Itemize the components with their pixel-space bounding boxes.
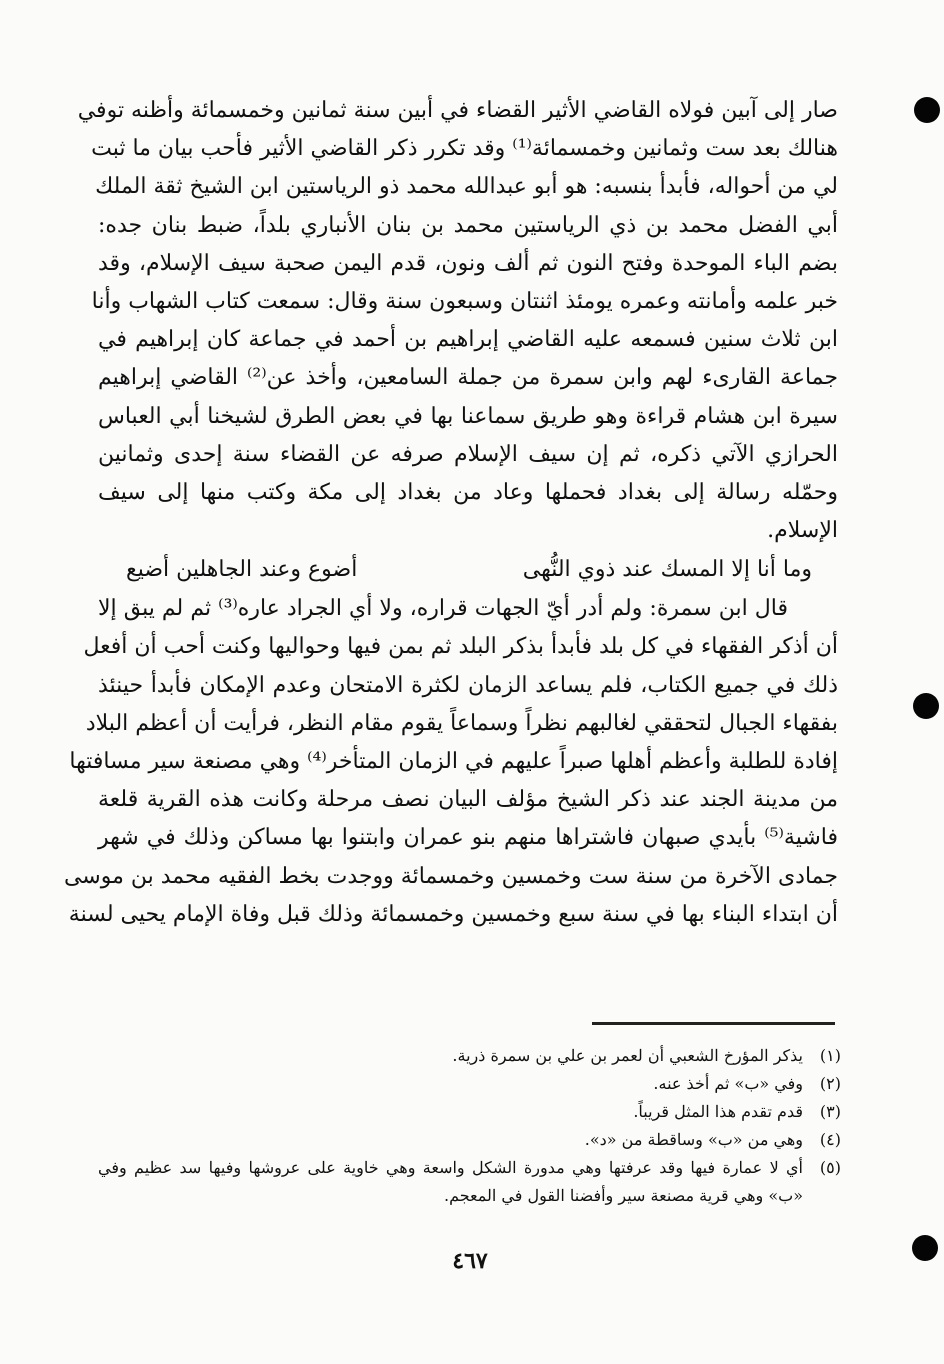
footnote-text: وفي «ب» ثم أخذ عنه. [653, 1074, 803, 1093]
footnote [98, 1154, 841, 1182]
body-line: ابن ثلاث سنين فسمعه عليه القاضي إبراهيم بن أحمد في جماعة كان إبراهيم في [98, 327, 838, 353]
body-line: جماعة القارىء لهم وابن سمرة من جملة السامعين، وأخذ عن⁽²⁾ القاضي إبراهيم [98, 365, 838, 391]
body-line: بفقهاء الجبال لتحققي لغالبهم نظراً وسماعاً يقوم مقام النظر، فرأيت أن أعظم البلاد [85, 710, 838, 736]
footnote-text: أي لا عمارة فيها وقد عرفتها وهي مدورة الشكل واسعة وهي خاوية على عروشها وفيها سد عظيم وفي [98, 1158, 803, 1177]
footnote-continuation: «ب» وهي قرية مصنعة سير وأفضنا القول في المعجم. [443, 1186, 803, 1205]
footnote-number: (٢) [819, 1074, 841, 1093]
footnote-number: (٥) [819, 1158, 841, 1177]
footnote-text: قدم تقدم هذا المثل قريباً. [633, 1102, 803, 1121]
body-line: وحمّله رسالة إلى بغداد فحملها وعاد من بغداد إلى مكة وكتب منها إلى سيف [98, 479, 838, 505]
body-line: أن ابتداء البناء بها في سنة سبع وخمسين وخمسمائة وذلك قبل وفاة الإمام يحيى لسنة [68, 901, 838, 927]
poem-verse [98, 550, 838, 590]
body-line: خبر علمه وأمانته وعمره يومئذ اثنتان وسبعون سنة وقال: سمعت كتاب الشهاب وأنا [91, 288, 838, 314]
footnote-number: (٤) [819, 1130, 841, 1149]
verse-first-hemistich: وما أنا إلا المسك عند ذوي النُّهى [522, 557, 812, 583]
body-line: صار إلى آبين فولاه القاضي الأثير القضاء في أبين سنة ثمانين وخمسمائة وأظنه توفي [77, 98, 838, 123]
footnote-number: (٣) [819, 1102, 841, 1121]
footnote-number: (١) [819, 1046, 841, 1065]
footnote-divider [592, 1022, 835, 1025]
body-line: إفادة للطلبة وأعظم أهلها صبراً عليهم في الزمان المتأخر⁽⁴⁾ وهي مصنعة سير مسافتها [69, 749, 838, 774]
body-line: سيرة ابن هشام قراءة وهو طريق سماعنا بها في بعض الطرق لشيخنا أبي العباس [98, 403, 838, 429]
body-line: الإسلام. [767, 518, 838, 544]
page-number: ٤٦٧ [452, 1248, 488, 1274]
body-line: من مدينة الجند عند ذكر الشيخ مؤلف البيان نصف مرحلة وكانت هذه القرية قلعة [98, 787, 838, 813]
verse-second-hemistich: أضوع وعند الجاهلين أضيع [126, 557, 358, 583]
body-line: أبي الفضل محمد بن ذي الرياستين محمد بن بنان الأنباري بلداً، ضبط بنان جده: [98, 212, 838, 238]
footnotes [98, 1042, 841, 1210]
punch-hole-top [914, 97, 940, 123]
footnote [98, 1070, 841, 1098]
punch-hole-bottom [912, 1235, 938, 1261]
body-line: هنالك بعد ست وثمانين وخمسمائة⁽¹⁾ وقد تكرر ذكر القاضي الأثير فأحب بيان ما ثبت [91, 136, 838, 162]
main-text [63, 92, 838, 934]
footnote [98, 1098, 841, 1126]
body-line: ذلك في جميع الكتاب، فلم يساعد الزمان لكثرة الامتحان وعدم الإمكان فأبدأ حينئذ [98, 672, 838, 698]
body-line: فاشية⁽⁵⁾ بأيدي صبهان فاشتراها منهم بنو عمران وابتنوا بها مساكن وذلك في شهر [98, 825, 838, 851]
footnote [98, 1042, 841, 1070]
footnote [98, 1126, 841, 1154]
body-line: جمادى الآخرة من سنة ست وخمسين وخمسمائة ووجدت بخط الفقيه محمد بن موسى [63, 863, 838, 889]
footnote-text: يذكر المؤرخ الشعبي أن لعمر بن علي بن سمرة ذرية. [452, 1046, 803, 1065]
body-line: قال ابن سمرة: ولم أدر أيّ الجهات قراره، ولا أي الجراد عاره⁽³⁾ ثم لم يبق إلا [98, 596, 788, 622]
body-line: الحرازي الآتي ذكره، ثم إن سيف الإسلام صرفه عن القضاء سنة إحدى وثمانين [98, 441, 838, 467]
body-line: لي من أحواله، فأبدأ بنسبه: هو أبو عبدالله محمد ذو الرياستين ابن الشيخ ثقة الملك [95, 174, 838, 200]
punch-hole-middle [913, 693, 939, 719]
footnote-text: وهي من «ب» وساقطة من «د». [584, 1130, 803, 1149]
body-line: أن أذكر الفقهاء في كل بلد فأبدأ بذكر البلد ثم بمن فيها وحواليها وكنت أحب أن أفعل [83, 634, 838, 660]
body-line: بضم الباء الموحدة وفتح النون ثم ألف ونون، قدم اليمن صحبة سيف الإسلام، وقد [98, 250, 838, 276]
